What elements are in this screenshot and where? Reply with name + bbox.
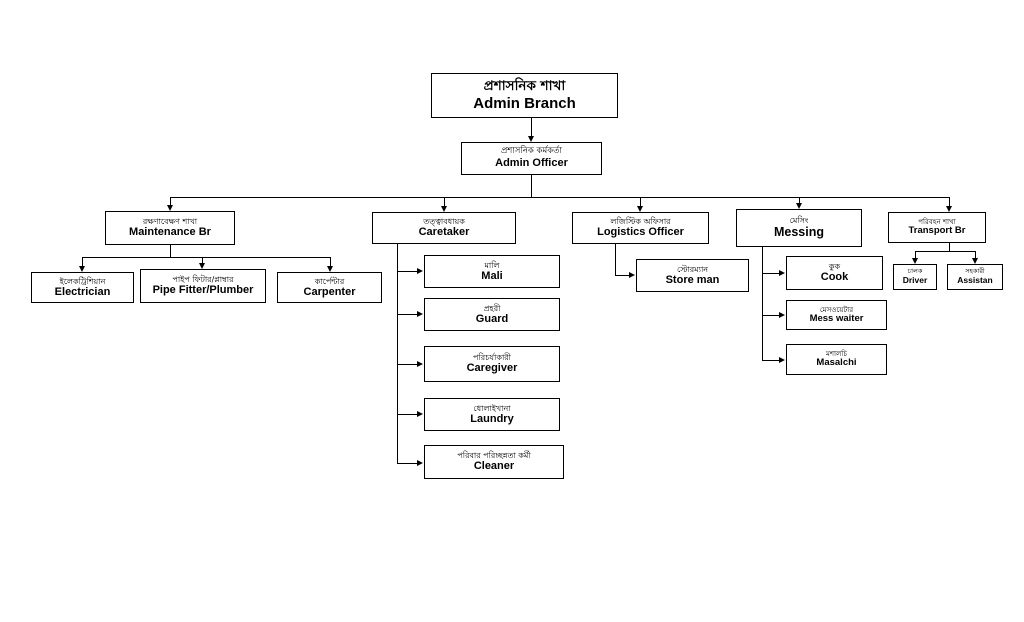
node-store-man bbox=[636, 259, 749, 292]
node-plumber-en: Pipe Fitter/Plumber bbox=[152, 284, 254, 297]
connector-sub-to-electrician bbox=[82, 257, 83, 266]
connector-caretaker-to-cleaner bbox=[397, 463, 417, 464]
node-transport-br bbox=[888, 212, 986, 243]
node-store-man-en: Store man bbox=[665, 273, 720, 286]
transport-sub-bus bbox=[915, 251, 975, 252]
node-cook-en: Cook bbox=[820, 271, 849, 284]
connector-bus-to-caretaker bbox=[444, 197, 445, 206]
node-admin-officer bbox=[461, 142, 602, 175]
node-laundry-bn: ধোলাইখানা bbox=[473, 403, 511, 413]
node-admin-officer-en: Admin Officer bbox=[495, 157, 568, 170]
node-carpenter bbox=[277, 272, 382, 303]
arrow-messing-to-messwaiter bbox=[779, 312, 785, 318]
node-assistan-bn: সহকারী bbox=[965, 267, 985, 276]
node-logistics-officer bbox=[572, 212, 709, 244]
node-cook-bn: কুক bbox=[828, 262, 841, 272]
maintenance-sub-bus bbox=[82, 257, 330, 258]
node-laundry bbox=[424, 398, 560, 431]
node-masalchi-en: Masalchi bbox=[816, 357, 857, 369]
node-caretaker bbox=[372, 212, 516, 244]
node-assistan-en: Assistan bbox=[957, 274, 993, 285]
node-admin-branch-en: Admin Branch bbox=[473, 94, 576, 112]
connector-root-to-officer bbox=[531, 118, 532, 136]
node-driver bbox=[893, 264, 937, 290]
node-cleaner-en: Cleaner bbox=[473, 460, 515, 473]
arrow-bus-to-maintenance bbox=[167, 205, 173, 211]
node-caretaker-bn: তত্ত্বাবধায়ক bbox=[423, 217, 465, 227]
arrow-bus-to-transport bbox=[946, 206, 952, 212]
arrow-messing-to-masalchi bbox=[779, 357, 785, 363]
connector-logistics-spine bbox=[615, 244, 616, 276]
node-logistics-officer-bn: লজিস্টিক অফিসার bbox=[610, 217, 671, 227]
arrow-caretaker-to-mali bbox=[417, 268, 423, 274]
node-masalchi-bn: মশালচি bbox=[825, 350, 848, 359]
arrow-root-to-officer bbox=[528, 136, 534, 142]
node-mali-en: Mali bbox=[481, 269, 503, 282]
node-cleaner-bn: পরিবার পরিচ্ছন্নতা কর্মী bbox=[457, 451, 531, 461]
node-caretaker-en: Caretaker bbox=[418, 226, 470, 239]
arrow-caretaker-to-laundry bbox=[417, 411, 423, 417]
arrow-sub-to-plumber bbox=[199, 263, 205, 269]
arrow-sub-to-carpenter bbox=[327, 266, 333, 272]
connector-sub-to-carpenter bbox=[330, 257, 331, 266]
node-admin-branch-bn: প্রশাসনিক শাখা bbox=[483, 78, 566, 95]
node-mali-bn: মালি bbox=[484, 260, 500, 270]
node-mess-waiter bbox=[786, 300, 887, 330]
main-horizontal-bus bbox=[170, 197, 950, 198]
node-carpenter-bn: কার্পেন্টার bbox=[314, 276, 345, 286]
node-electrician bbox=[31, 272, 134, 303]
node-driver-en: Driver bbox=[902, 274, 928, 285]
connector-messing-spine bbox=[762, 247, 763, 360]
node-guard bbox=[424, 298, 560, 331]
node-maintenance-br-bn: রক্ষণাবেক্ষণ শাখা bbox=[142, 217, 198, 227]
connector-sub-to-assistan bbox=[975, 251, 976, 258]
node-mess-waiter-en: Mess waiter bbox=[809, 312, 864, 324]
node-mali bbox=[424, 255, 560, 288]
node-cook bbox=[786, 256, 883, 290]
connector-caretaker-to-mali bbox=[397, 271, 417, 272]
node-maintenance-br-en: Maintenance Br bbox=[129, 226, 211, 239]
connector-messing-to-cook bbox=[762, 273, 779, 274]
node-admin-branch bbox=[431, 73, 618, 118]
arrow-caretaker-to-guard bbox=[417, 311, 423, 317]
node-transport-br-bn: পরিবহন শাখা bbox=[918, 218, 956, 227]
arrow-bus-to-caretaker bbox=[441, 206, 447, 212]
connector-transport-down bbox=[949, 243, 950, 251]
connector-messing-to-masalchi bbox=[762, 360, 779, 361]
connector-messing-to-messwaiter bbox=[762, 315, 779, 316]
connector-maintenance-down bbox=[170, 245, 171, 257]
connector-caretaker-spine bbox=[397, 244, 398, 464]
node-electrician-bn: ইলেকট্রিশিয়ান bbox=[59, 276, 106, 286]
node-driver-bn: চালক bbox=[907, 267, 923, 276]
node-guard-bn: প্রহরী bbox=[483, 303, 501, 313]
arrow-sub-to-driver bbox=[912, 258, 918, 264]
node-transport-br-en: Transport Br bbox=[908, 225, 966, 237]
connector-bus-to-transport bbox=[949, 197, 950, 206]
arrow-messing-to-cook bbox=[779, 270, 785, 276]
node-store-man-bn: স্টোরম্যান bbox=[676, 264, 709, 274]
node-carpenter-en: Carpenter bbox=[303, 285, 356, 298]
node-guard-en: Guard bbox=[475, 312, 509, 325]
node-mess-waiter-bn: মেসওয়েটার bbox=[819, 305, 854, 314]
arrow-sub-to-electrician bbox=[79, 266, 85, 272]
arrow-caretaker-to-caregiver bbox=[417, 361, 423, 367]
connector-logistics-to-storeman bbox=[615, 275, 629, 276]
node-caregiver-en: Caregiver bbox=[466, 362, 518, 375]
connector-caretaker-to-guard bbox=[397, 314, 417, 315]
node-messing-bn: মেসিং bbox=[789, 216, 809, 226]
node-caregiver-bn: পরিচর্যাকারী bbox=[473, 353, 511, 363]
node-electrician-en: Electrician bbox=[54, 285, 111, 298]
connector-sub-to-driver bbox=[915, 251, 916, 258]
node-maintenance-br bbox=[105, 211, 235, 245]
connector-caretaker-to-caregiver bbox=[397, 364, 417, 365]
node-assistan bbox=[947, 264, 1003, 290]
connector-bus-to-maintenance bbox=[170, 197, 171, 205]
node-plumber-bn: পাইপ ফিটার/প্লাম্বার bbox=[172, 275, 234, 285]
node-messing bbox=[736, 209, 862, 247]
arrow-caretaker-to-cleaner bbox=[417, 460, 423, 466]
arrow-sub-to-assistan bbox=[972, 258, 978, 264]
node-caregiver bbox=[424, 346, 560, 382]
node-laundry-en: Laundry bbox=[470, 412, 514, 425]
node-plumber bbox=[140, 269, 266, 303]
node-admin-officer-bn: প্রশাসনিক কর্মকর্তা bbox=[500, 146, 563, 157]
node-logistics-officer-en: Logistics Officer bbox=[597, 226, 684, 239]
arrow-logistics-to-storeman bbox=[629, 272, 635, 278]
arrow-bus-to-messing bbox=[796, 203, 802, 209]
node-cleaner bbox=[424, 445, 564, 479]
node-messing-en: Messing bbox=[773, 225, 824, 240]
connector-bus-to-logistics bbox=[640, 197, 641, 206]
arrow-bus-to-logistics bbox=[637, 206, 643, 212]
connector-caretaker-to-laundry bbox=[397, 414, 417, 415]
node-masalchi bbox=[786, 344, 887, 375]
connector-officer-to-bus bbox=[531, 175, 532, 197]
